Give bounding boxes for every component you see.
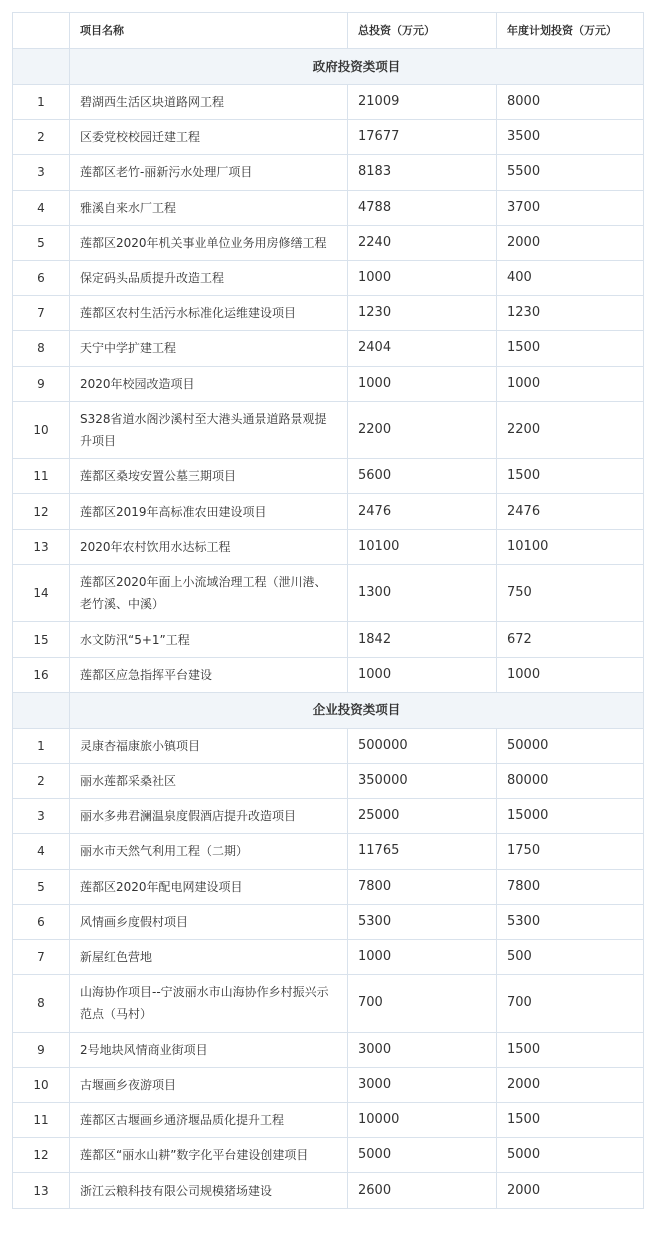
project-name-cell: 新屋红色营地 xyxy=(70,939,348,974)
total-investment-cell: 700 xyxy=(348,975,497,1033)
total-investment-cell: 1842 xyxy=(348,622,497,657)
section-index-cell xyxy=(13,49,70,85)
table-row xyxy=(13,657,644,692)
header-total-investment: 总投资（万元） xyxy=(348,13,497,49)
project-name-cell: 雅溪自来水厂工程 xyxy=(70,190,348,225)
table-body xyxy=(13,49,644,693)
project-table-container xyxy=(12,12,643,1209)
section-title-government: 政府投资类项目 xyxy=(70,49,644,85)
total-investment-cell: 4788 xyxy=(348,190,497,225)
investment-projects-table xyxy=(12,12,644,1209)
total-investment-cell: 1300 xyxy=(348,564,497,622)
table-row xyxy=(13,764,644,799)
total-investment-cell: 3000 xyxy=(348,1067,497,1102)
table-row xyxy=(13,401,644,459)
project-name-cell: 莲都区老竹-丽新污水处理厂项目 xyxy=(70,155,348,190)
table-row xyxy=(13,904,644,939)
table-row xyxy=(13,975,644,1033)
annual-investment-cell: 80000 xyxy=(497,764,644,799)
total-investment-cell: 10100 xyxy=(348,529,497,564)
project-name-cell: 2020年校园改造项目 xyxy=(70,366,348,401)
project-name-cell: 莲都区“丽水山耕”数字化平台建设创建项目 xyxy=(70,1138,348,1173)
row-index: 6 xyxy=(13,904,70,939)
project-name-cell: 2020年农村饮用水达标工程 xyxy=(70,529,348,564)
annual-investment-cell: 1500 xyxy=(497,1103,644,1138)
row-index: 13 xyxy=(13,1173,70,1208)
total-investment-cell: 21009 xyxy=(348,85,497,120)
header-index xyxy=(13,13,70,49)
annual-investment-cell: 2000 xyxy=(497,1173,644,1208)
project-name-cell: 莲都区古堰画乡通济堰品质化提升工程 xyxy=(70,1103,348,1138)
total-investment-cell: 25000 xyxy=(348,799,497,834)
table-row xyxy=(13,120,644,155)
annual-investment-cell: 3500 xyxy=(497,120,644,155)
table-row xyxy=(13,225,644,260)
section-title-enterprise: 企业投资类项目 xyxy=(70,692,644,728)
annual-investment-cell: 750 xyxy=(497,564,644,622)
row-index: 1 xyxy=(13,728,70,763)
row-index: 9 xyxy=(13,1032,70,1067)
project-name-cell: 山海协作项目--宁波丽水市山海协作乡村振兴示范点（马村） xyxy=(70,975,348,1033)
project-name-cell: 区委党校校园迁建工程 xyxy=(70,120,348,155)
project-name-cell: 丽水多弗君澜温泉度假酒店提升改造项目 xyxy=(70,799,348,834)
table-row xyxy=(13,1067,644,1102)
table-row xyxy=(13,296,644,331)
project-name-cell: 2号地块风情商业街项目 xyxy=(70,1032,348,1067)
annual-investment-cell: 15000 xyxy=(497,799,644,834)
project-name-cell: 古堰画乡夜游项目 xyxy=(70,1067,348,1102)
row-index: 7 xyxy=(13,296,70,331)
table-row xyxy=(13,155,644,190)
total-investment-cell: 350000 xyxy=(348,764,497,799)
total-investment-cell: 1000 xyxy=(348,939,497,974)
row-index: 8 xyxy=(13,331,70,366)
table-row xyxy=(13,564,644,622)
annual-investment-cell: 400 xyxy=(497,260,644,295)
annual-investment-cell: 672 xyxy=(497,622,644,657)
annual-investment-cell: 2476 xyxy=(497,494,644,529)
total-investment-cell: 2476 xyxy=(348,494,497,529)
table-row xyxy=(13,1138,644,1173)
project-name-cell: 莲都区2019年高标准农田建设项目 xyxy=(70,494,348,529)
project-name-cell: 碧湖西生活区块道路网工程 xyxy=(70,85,348,120)
total-investment-cell: 5600 xyxy=(348,459,497,494)
table-header-row xyxy=(13,13,644,49)
row-index: 12 xyxy=(13,1138,70,1173)
row-index: 3 xyxy=(13,155,70,190)
project-name-cell: 丽水莲都采桑社区 xyxy=(70,764,348,799)
table-row xyxy=(13,869,644,904)
annual-investment-cell: 3700 xyxy=(497,190,644,225)
section-row-enterprise xyxy=(13,692,644,728)
table-row xyxy=(13,85,644,120)
row-index: 4 xyxy=(13,834,70,869)
table-row xyxy=(13,1103,644,1138)
annual-investment-cell: 1500 xyxy=(497,1032,644,1067)
total-investment-cell: 1000 xyxy=(348,366,497,401)
row-index: 2 xyxy=(13,764,70,799)
annual-investment-cell: 1000 xyxy=(497,657,644,692)
row-index: 11 xyxy=(13,459,70,494)
project-name-cell: 丽水市天然气利用工程（二期） xyxy=(70,834,348,869)
annual-investment-cell: 10100 xyxy=(497,529,644,564)
annual-investment-cell: 700 xyxy=(497,975,644,1033)
row-index: 10 xyxy=(13,401,70,459)
table-row xyxy=(13,459,644,494)
table-row xyxy=(13,834,644,869)
total-investment-cell: 1230 xyxy=(348,296,497,331)
project-name-cell: 莲都区农村生活污水标准化运维建设项目 xyxy=(70,296,348,331)
project-name-cell: S328省道水阁沙溪村至大港头通景道路景观提升项目 xyxy=(70,401,348,459)
total-investment-cell: 2200 xyxy=(348,401,497,459)
total-investment-cell: 2404 xyxy=(348,331,497,366)
table-row xyxy=(13,1173,644,1208)
row-index: 11 xyxy=(13,1103,70,1138)
row-index: 8 xyxy=(13,975,70,1033)
row-index: 7 xyxy=(13,939,70,974)
header-project-name: 项目名称 xyxy=(70,13,348,49)
row-index: 9 xyxy=(13,366,70,401)
row-index: 16 xyxy=(13,657,70,692)
total-investment-cell: 1000 xyxy=(348,657,497,692)
project-name-cell: 莲都区2020年机关事业单位业务用房修缮工程 xyxy=(70,225,348,260)
total-investment-cell: 2600 xyxy=(348,1173,497,1208)
total-investment-cell: 8183 xyxy=(348,155,497,190)
total-investment-cell: 500000 xyxy=(348,728,497,763)
annual-investment-cell: 5000 xyxy=(497,1138,644,1173)
total-investment-cell: 5300 xyxy=(348,904,497,939)
annual-investment-cell: 5500 xyxy=(497,155,644,190)
annual-investment-cell: 2000 xyxy=(497,1067,644,1102)
row-index: 15 xyxy=(13,622,70,657)
row-index: 4 xyxy=(13,190,70,225)
row-index: 13 xyxy=(13,529,70,564)
project-name-cell: 灵康杏福康旅小镇项目 xyxy=(70,728,348,763)
project-name-cell: 莲都区2020年面上小流域治理工程（泄川港、老竹溪、中溪） xyxy=(70,564,348,622)
project-name-cell: 风情画乡度假村项目 xyxy=(70,904,348,939)
table-row xyxy=(13,494,644,529)
table-body-enterprise xyxy=(13,692,644,1208)
total-investment-cell: 2240 xyxy=(348,225,497,260)
total-investment-cell: 10000 xyxy=(348,1103,497,1138)
project-name-cell: 保定码头品质提升改造工程 xyxy=(70,260,348,295)
annual-investment-cell: 500 xyxy=(497,939,644,974)
annual-investment-cell: 2200 xyxy=(497,401,644,459)
row-index: 12 xyxy=(13,494,70,529)
row-index: 10 xyxy=(13,1067,70,1102)
table-row xyxy=(13,799,644,834)
table-row xyxy=(13,939,644,974)
table-row xyxy=(13,190,644,225)
total-investment-cell: 17677 xyxy=(348,120,497,155)
row-index: 6 xyxy=(13,260,70,295)
header-annual-investment: 年度计划投资（万元） xyxy=(497,13,644,49)
table-row xyxy=(13,728,644,763)
total-investment-cell: 7800 xyxy=(348,869,497,904)
row-index: 5 xyxy=(13,869,70,904)
table-row xyxy=(13,529,644,564)
annual-investment-cell: 2000 xyxy=(497,225,644,260)
annual-investment-cell: 8000 xyxy=(497,85,644,120)
row-index: 2 xyxy=(13,120,70,155)
annual-investment-cell: 1230 xyxy=(497,296,644,331)
table-row xyxy=(13,331,644,366)
table-row xyxy=(13,622,644,657)
annual-investment-cell: 7800 xyxy=(497,869,644,904)
total-investment-cell: 11765 xyxy=(348,834,497,869)
project-name-cell: 莲都区桑垵安置公墓三期项目 xyxy=(70,459,348,494)
row-index: 14 xyxy=(13,564,70,622)
project-name-cell: 莲都区2020年配电网建设项目 xyxy=(70,869,348,904)
row-index: 3 xyxy=(13,799,70,834)
annual-investment-cell: 1500 xyxy=(497,331,644,366)
project-name-cell: 天宁中学扩建工程 xyxy=(70,331,348,366)
row-index: 5 xyxy=(13,225,70,260)
project-name-cell: 浙江云粮科技有限公司规模猪场建设 xyxy=(70,1173,348,1208)
section-index-cell xyxy=(13,692,70,728)
annual-investment-cell: 5300 xyxy=(497,904,644,939)
total-investment-cell: 3000 xyxy=(348,1032,497,1067)
table-row xyxy=(13,1032,644,1067)
table-row xyxy=(13,366,644,401)
project-name-cell: 莲都区应急指挥平台建设 xyxy=(70,657,348,692)
total-investment-cell: 5000 xyxy=(348,1138,497,1173)
total-investment-cell: 1000 xyxy=(348,260,497,295)
annual-investment-cell: 1750 xyxy=(497,834,644,869)
annual-investment-cell: 1500 xyxy=(497,459,644,494)
row-index: 1 xyxy=(13,85,70,120)
project-name-cell: 水文防汛“5+1”工程 xyxy=(70,622,348,657)
section-row-government xyxy=(13,49,644,85)
annual-investment-cell: 50000 xyxy=(497,728,644,763)
annual-investment-cell: 1000 xyxy=(497,366,644,401)
table-row xyxy=(13,260,644,295)
